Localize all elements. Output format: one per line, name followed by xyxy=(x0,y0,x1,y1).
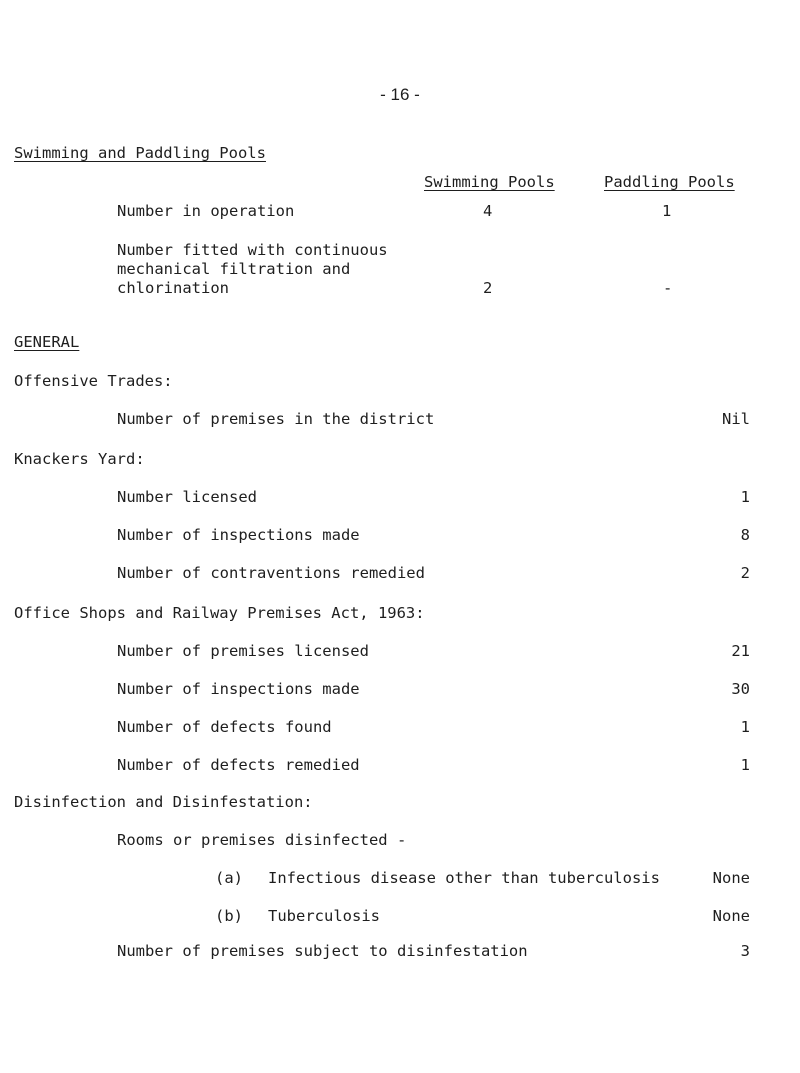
row-label: Number of contraventions remedied xyxy=(117,564,425,582)
item-value: None xyxy=(712,907,750,925)
row-value: 2 xyxy=(740,564,750,582)
row-label: Number of defects found xyxy=(117,718,332,736)
row-label-line: mechanical filtration and xyxy=(117,260,351,278)
item-label: Tuberculosis xyxy=(268,907,380,925)
page-number: - 16 - xyxy=(380,85,420,104)
swimming-pools-column-header: Swimming Pools xyxy=(424,173,555,191)
paddling-pools-column-header: Paddling Pools xyxy=(604,173,735,191)
row-value: 30 xyxy=(731,680,750,698)
swimming-value: 2 xyxy=(483,279,493,297)
row-label: Number of inspections made xyxy=(117,526,360,544)
row-label-line: chlorination xyxy=(117,279,229,297)
item-marker: (b) xyxy=(215,907,243,925)
row-value: 8 xyxy=(740,526,750,544)
item-value: None xyxy=(712,869,750,887)
offensive-trades-heading: Offensive Trades: xyxy=(14,372,173,390)
row-label: Number in operation xyxy=(117,202,295,220)
general-heading: GENERAL xyxy=(14,333,80,351)
knackers-yard-heading: Knackers Yard: xyxy=(14,450,145,468)
row-label-line: Number fitted with continuous xyxy=(117,241,388,259)
rooms-disinfected-label: Rooms or premises disinfected - xyxy=(117,831,407,849)
row-label: Number of premises in the district xyxy=(117,410,435,428)
paddling-value: 1 xyxy=(662,202,672,220)
row-value: 1 xyxy=(740,756,750,774)
row-label: Number of inspections made xyxy=(117,680,360,698)
disinfection-heading: Disinfection and Disinfestation: xyxy=(14,793,313,811)
row-label: Number of premises licensed xyxy=(117,642,369,660)
row-label: Number licensed xyxy=(117,488,257,506)
item-marker: (a) xyxy=(215,869,243,887)
swimming-value: 4 xyxy=(483,202,493,220)
item-label: Infectious disease other than tuberculosis xyxy=(268,869,660,887)
row-value: Nil xyxy=(722,410,750,428)
office-shops-heading: Office Shops and Railway Premises Act, 1963: xyxy=(14,604,425,622)
disinfestation-label: Number of premises subject to disinfestation xyxy=(117,942,528,960)
swimming-heading: Swimming and Paddling Pools xyxy=(14,144,266,162)
disinfestation-value: 3 xyxy=(740,942,750,960)
row-value: 21 xyxy=(731,642,750,660)
row-label: Number of defects remedied xyxy=(117,756,360,774)
row-value: 1 xyxy=(740,718,750,736)
row-value: 1 xyxy=(740,488,750,506)
paddling-value: - xyxy=(663,279,673,297)
